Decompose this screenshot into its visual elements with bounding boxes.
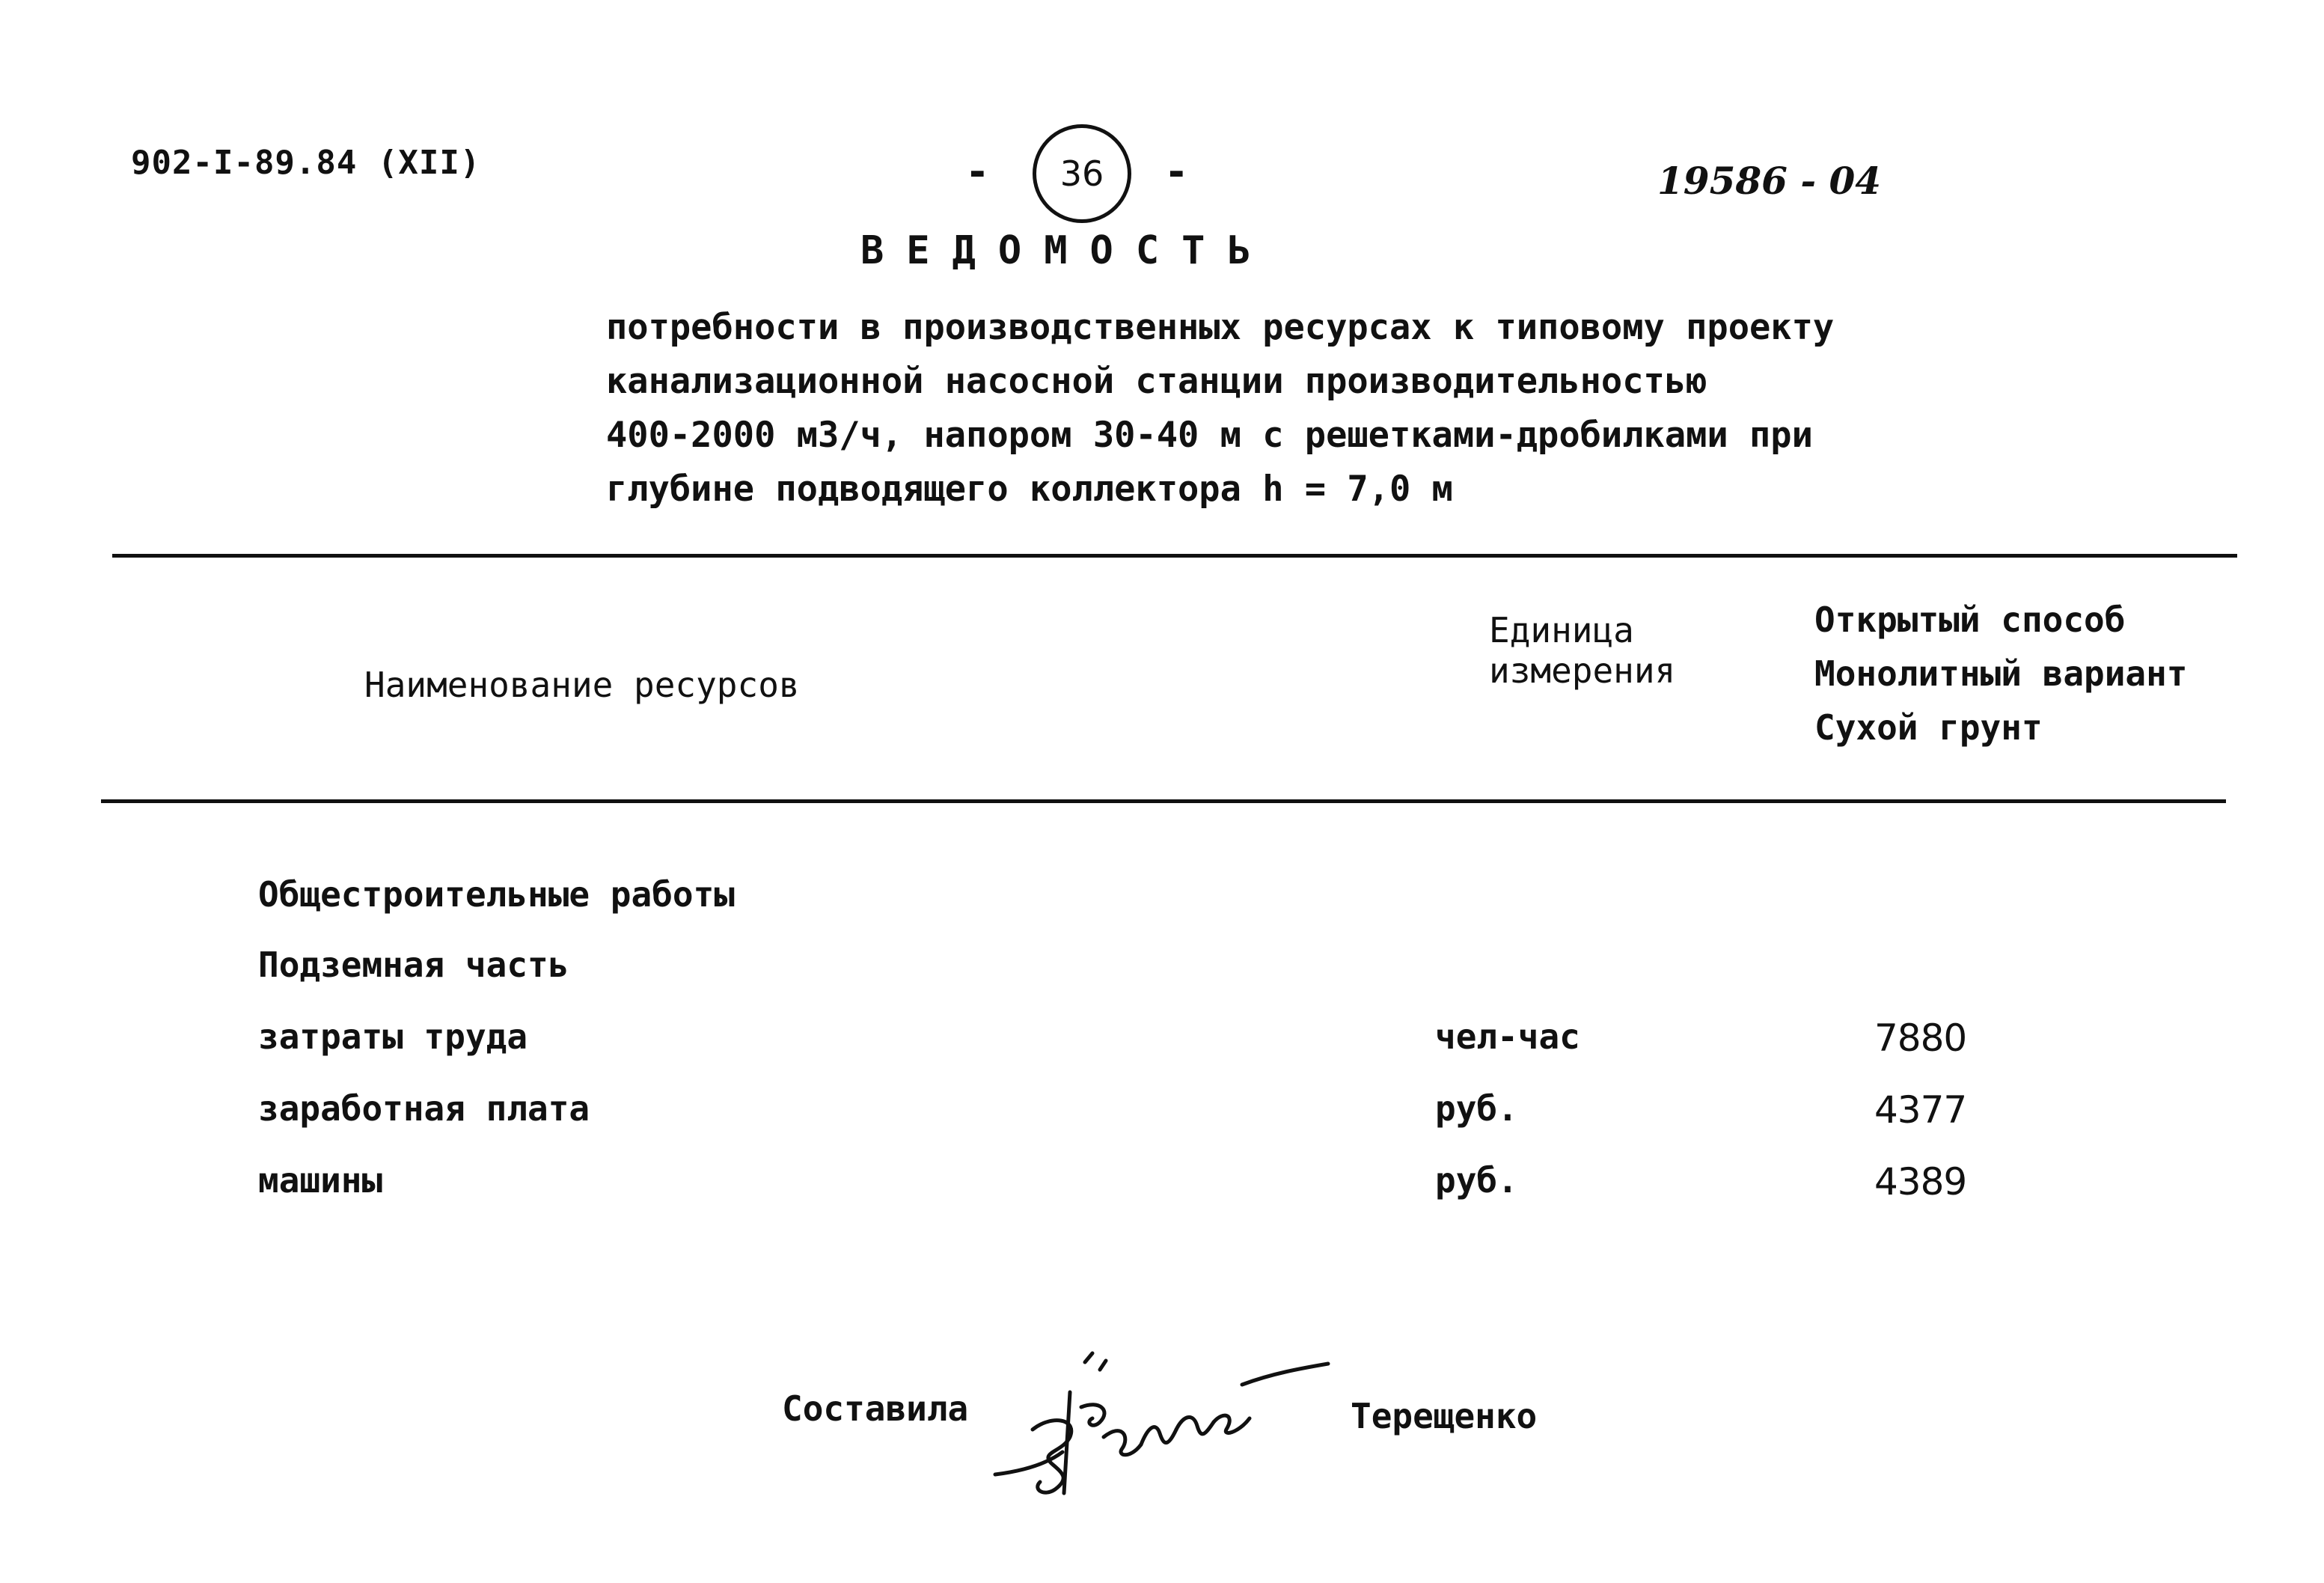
resource-value: 4377	[1874, 1088, 1967, 1132]
subtitle-line: канализационной насосной станции производительностью	[606, 361, 1707, 402]
resource-name: затраты труда	[258, 1016, 528, 1057]
column-header-value-line: Сухой грунт	[1814, 707, 2043, 748]
resource-unit: руб.	[1435, 1160, 1518, 1201]
table-header-top-rule	[112, 554, 2237, 558]
handwritten-signature	[980, 1340, 1332, 1512]
column-header-value	[1814, 593, 2188, 754]
table-header-bottom-rule	[101, 799, 2226, 803]
table-row	[0, 945, 2324, 1004]
resource-name: Общестроительные работы	[258, 874, 735, 915]
document-code: 902-I-89.84 (XII)	[131, 144, 481, 182]
subtitle-line: 400-2000 м3/ч, напором 30-40 м с решетками-дробилками при	[606, 415, 1813, 456]
resource-unit: чел-час	[1435, 1016, 1580, 1057]
column-header-unit	[1489, 610, 1675, 691]
page-number-dash-left: -	[965, 148, 990, 195]
compiled-by-label: Составила	[782, 1388, 969, 1429]
column-header-unit-line: измерения	[1489, 650, 1676, 691]
resource-name: заработная плата	[258, 1088, 590, 1129]
resource-value: 4389	[1874, 1160, 1967, 1204]
column-header-value-line: Монолитный вариант	[1814, 653, 2188, 694]
column-header-unit-line: Единица	[1489, 610, 1634, 650]
page-number-dash-right: -	[1164, 148, 1189, 195]
page-number: 36	[1033, 124, 1131, 223]
subtitle-line: потребности в производственных ресурсах к типовому проекту	[606, 307, 1835, 348]
column-header-value-line: Открытый способ	[1814, 600, 2126, 640]
table-row	[0, 1160, 2324, 1220]
resource-unit: руб.	[1435, 1088, 1518, 1129]
table-row	[0, 1088, 2324, 1148]
compiled-by-name: Терещенко	[1351, 1396, 1538, 1436]
resource-value: 7880	[1874, 1016, 1967, 1060]
table-row	[0, 1016, 2324, 1076]
document-subtitle	[606, 301, 1878, 516]
table-row	[0, 874, 2324, 934]
resource-name: Подземная часть	[258, 945, 569, 985]
document-title: ВЕДОМОСТЬ	[860, 228, 1273, 273]
resource-name: машины	[258, 1160, 383, 1201]
registration-number: 19586 - 04	[1657, 159, 1882, 203]
subtitle-line: глубине подводящего коллектора h = 7,0 м	[606, 469, 1453, 510]
column-header-name: Наименование ресурсов	[364, 665, 800, 705]
